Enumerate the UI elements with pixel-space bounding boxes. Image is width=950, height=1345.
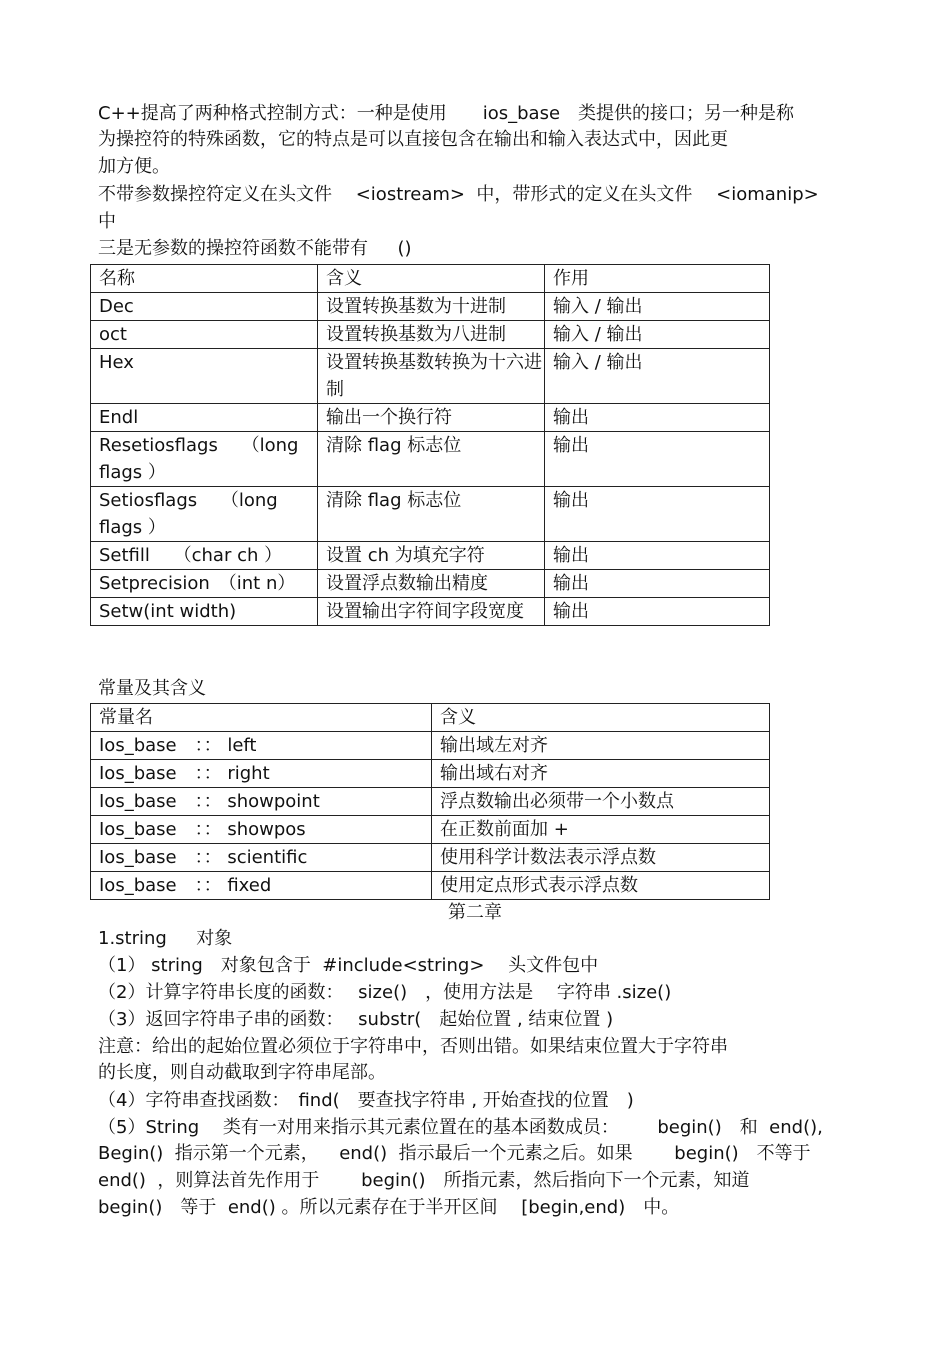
body-line-10: end() ，则算法首先作用于 begin() 所指元素，然后指向下一个元素，知道 xyxy=(98,1170,750,1191)
table-row xyxy=(91,816,770,844)
body-line-8: （5）String 类有一对用来指示其元素位置在的基本函数成员： begin() 和 end(), xyxy=(98,1117,823,1138)
table-cell: 输出 xyxy=(545,404,770,432)
table-cell: 设置转换基数为十进制 xyxy=(318,293,545,321)
table-header-row xyxy=(91,704,770,732)
body-line-5: 注意：给出的起始位置必须位于字符串中，否则出错。如果结束位置大于字符串 xyxy=(98,1036,728,1057)
manipulator-table xyxy=(90,264,770,626)
table-cell: 输出 xyxy=(545,570,770,598)
table-row xyxy=(91,570,770,598)
table-cell: 设置 ch 为填充字符 xyxy=(318,542,545,570)
table-cell: Endl xyxy=(91,404,318,432)
header-cell: 常量名 xyxy=(91,704,432,732)
table-cell: 输入 / 输出 xyxy=(545,321,770,349)
table-cell: Setfill （char ch ） xyxy=(91,542,318,570)
cell-text: 设置转换基数转换为十六进制 xyxy=(326,352,542,400)
table-row xyxy=(91,432,770,487)
constants-table xyxy=(90,703,770,900)
table-row xyxy=(91,732,770,760)
table-row xyxy=(91,349,770,404)
table-row xyxy=(91,542,770,570)
table-header-row xyxy=(91,265,770,293)
table-cell: 输出 xyxy=(545,542,770,570)
table-cell: oct xyxy=(91,321,318,349)
intro-line-3: 加方便。 xyxy=(98,156,170,177)
table-cell: Ios_base ：： left xyxy=(91,732,432,760)
table-row xyxy=(91,760,770,788)
table-cell: 清除 flag 标志位 xyxy=(318,432,545,487)
table-row xyxy=(91,293,770,321)
header-cell: 含义 xyxy=(432,704,770,732)
cell-text: 设置输出字符间字段宽度 xyxy=(326,601,524,622)
cell-text: Setiosflags （long flags ） xyxy=(99,490,278,538)
table-cell xyxy=(318,598,545,626)
body-line-2: （1） string 对象包含于 #include<string> 头文件包中 xyxy=(98,955,599,976)
table-cell xyxy=(91,487,318,542)
table-cell: 输入 / 输出 xyxy=(545,349,770,404)
table-row xyxy=(91,321,770,349)
body-line-3: （2）计算字符串长度的函数： size() ，使用方法是 字符串 .size() xyxy=(98,982,672,1003)
table-cell: Setw(int width) xyxy=(91,598,318,626)
table-cell: Ios_base ：： showpoint xyxy=(91,788,432,816)
table-cell: 输出一个换行符 xyxy=(318,404,545,432)
table-cell: Dec xyxy=(91,293,318,321)
intro-line-4: 不带参数操控符定义在头文件 <iostream> 中，带形式的定义在头文件 <iomanip> xyxy=(98,184,819,205)
body-line-11: begin() 等于 end() 。所以元素存在于半开区间 [begin,end) 中。 xyxy=(98,1197,680,1218)
table-cell: Ios_base ：： right xyxy=(91,760,432,788)
cell-text: Resetiosflags （long flags ） xyxy=(99,435,299,483)
intro-line-6: 三是无参数的操控符函数不能带有 () xyxy=(98,238,412,259)
body-line-4: （3）返回字符串子串的函数： substr( 起始位置 , 结束位置 ) xyxy=(98,1009,614,1030)
table-cell xyxy=(91,432,318,487)
intro-line-5: 中 xyxy=(98,211,116,232)
table-cell: 设置转换基数为八进制 xyxy=(318,321,545,349)
chapter-title: 第二章 xyxy=(448,902,502,923)
table-row xyxy=(91,872,770,900)
table-row xyxy=(91,844,770,872)
table-cell: 输入 / 输出 xyxy=(545,293,770,321)
section-title: 常量及其含义 xyxy=(98,678,206,699)
table-row xyxy=(91,788,770,816)
body-line-1: 1.string 对象 xyxy=(98,928,233,949)
table-cell: 输出域左对齐 xyxy=(432,732,770,760)
table-cell: Ios_base ：： scientific xyxy=(91,844,432,872)
cell-text: Setprecision （int n） xyxy=(99,573,296,594)
table-cell: 使用科学计数法表示浮点数 xyxy=(432,844,770,872)
body-line-7: （4）字符串查找函数： find( 要查找字符串 , 开始查找的位置 ) xyxy=(98,1090,634,1111)
table-cell: 清除 flag 标志位 xyxy=(318,487,545,542)
body-line-6: 的长度，则自动截取到字符串尾部。 xyxy=(98,1062,386,1083)
table-cell xyxy=(91,570,318,598)
table-cell xyxy=(318,349,545,404)
table-cell: 输出 xyxy=(545,598,770,626)
table-cell: 输出 xyxy=(545,432,770,487)
intro-line-2: 为操控符的特殊函数，它的特点是可以直接包含在输出和输入表达式中，因此更 xyxy=(98,129,728,150)
table-row xyxy=(91,487,770,542)
table-cell: 浮点数输出必须带一个小数点 xyxy=(432,788,770,816)
table-cell: Hex xyxy=(91,349,318,404)
header-cell: 名称 xyxy=(91,265,318,293)
header-cell: 含义 xyxy=(318,265,545,293)
table-row xyxy=(91,404,770,432)
table-cell: 输出域右对齐 xyxy=(432,760,770,788)
table-cell: 使用定点形式表示浮点数 xyxy=(432,872,770,900)
table-cell: Ios_base ：： fixed xyxy=(91,872,432,900)
table-cell: 在正数前面加 + xyxy=(432,816,770,844)
table-cell: 输出 xyxy=(545,487,770,542)
table-row xyxy=(91,598,770,626)
table-cell: Ios_base ：： showpos xyxy=(91,816,432,844)
intro-line-1: C++提高了两种格式控制方式：一种是使用 ios_base 类提供的接口；另一种是称 xyxy=(98,103,795,124)
body-line-9: Begin() 指示第一个元素， end() 指示最后一个元素之后。如果 begin() 不等于 xyxy=(98,1143,811,1164)
header-cell: 作用 xyxy=(545,265,770,293)
table-cell: 设置浮点数输出精度 xyxy=(318,570,545,598)
